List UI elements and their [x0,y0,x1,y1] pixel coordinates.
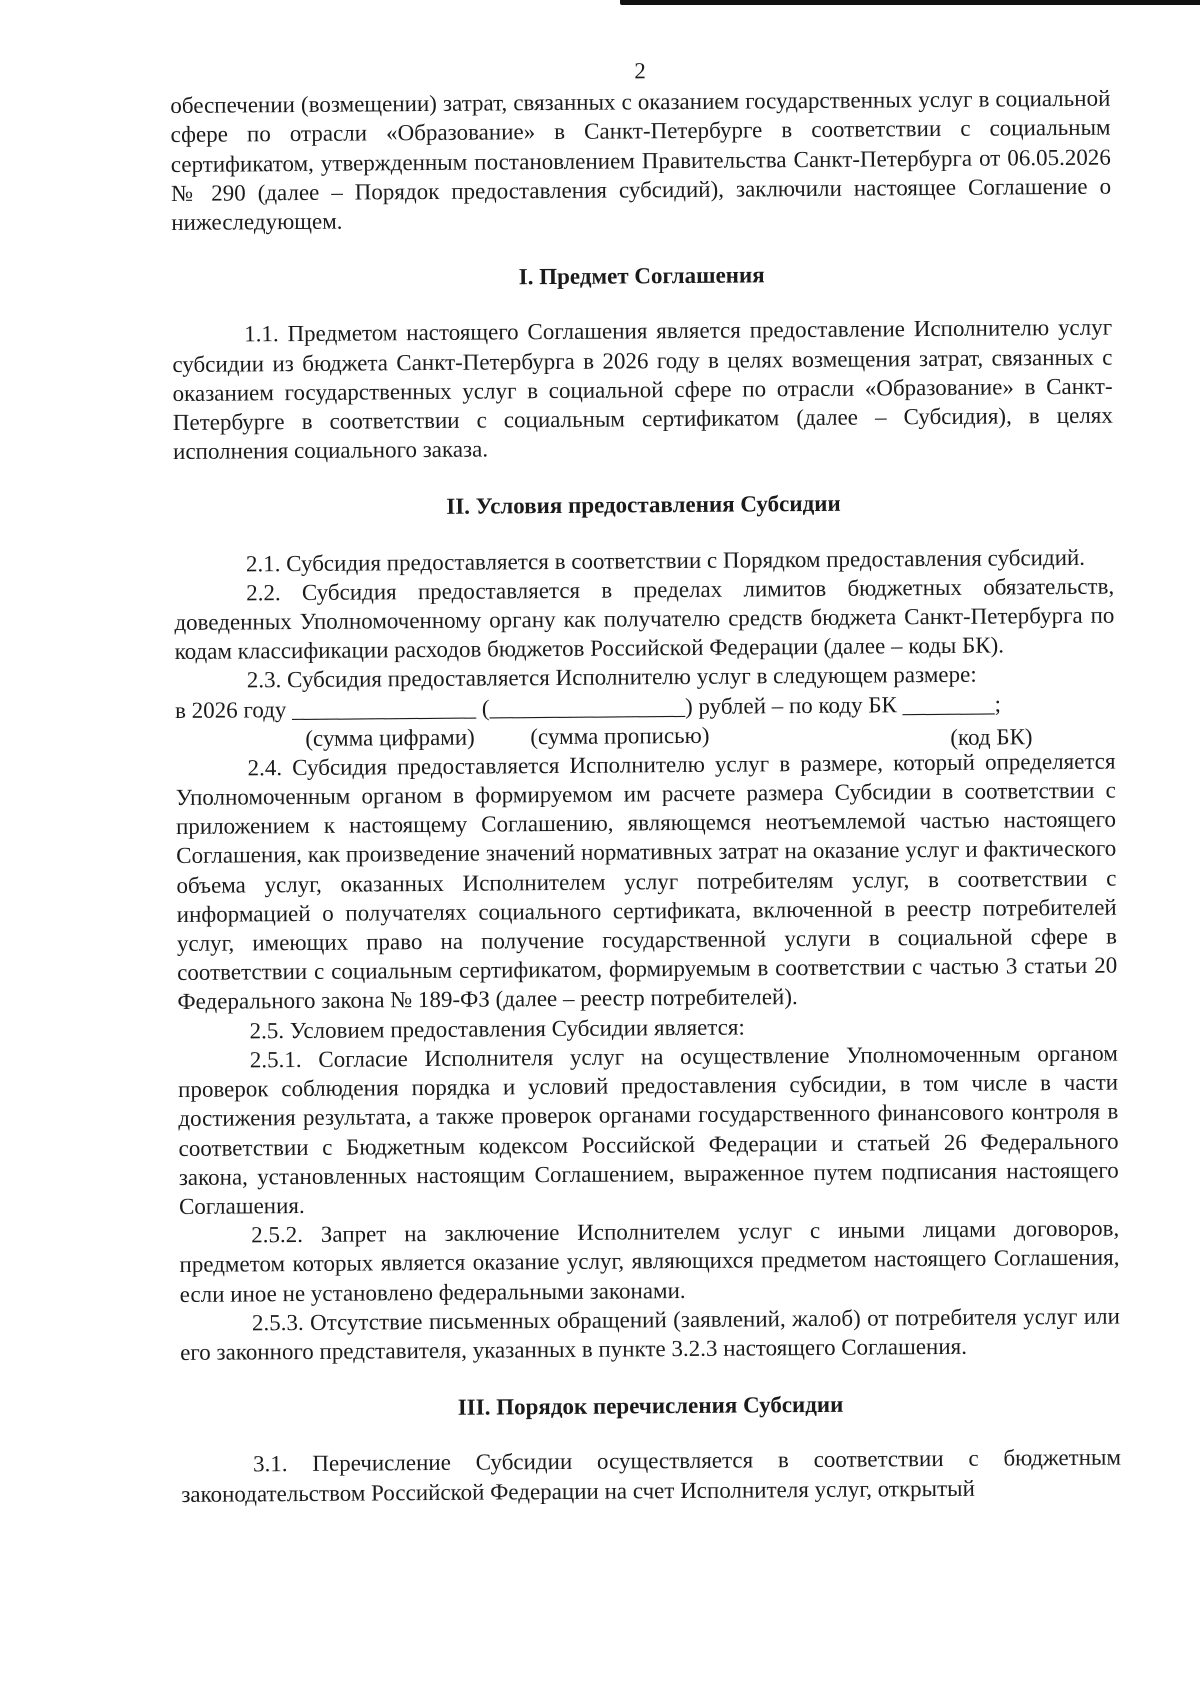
section-3-title: III. Порядок перечисления Субсидии [457,1391,844,1420]
section-1-title: I. Предмет Соглашения [518,262,765,290]
clause-3-1: 3.1. Перечисление Субсидии осуществляется в соответствии с бюджетным законодательством Российской Федерации на счет Исполнителя услуг, открытый [181,1444,1122,1507]
clause-2-1: 2.1. Субсидия предоставляется в соответствии с Порядком предоставления субсидий. [245,544,1086,577]
section-2-title: II. Условия предоставления Субсидии [446,491,841,520]
clause-1-1: 1.1. Предметом настоящего Соглашения является предоставление Исполнителю услуг субсидии из бюджета Санкт-Петербурга в 2026 году в целях возмещения затрат, связанных с оказанием государственных услуг в социальной сфере по отрасли «Образование» в Санкт-Петербурге в соответствии с социальным сертификатом (далее – Субсидия), в целях исполнения социального заказа. [172,315,1113,465]
subsidy-amount-line: в 2026 году ________________ (_________________) рублей – по коду БК ________; [175,691,1002,723]
clause-2-3: 2.3. Субсидия предоставляется Исполнителю услуг в следующем размере: [246,662,977,693]
clause-2-5-2: 2.5.2. Запрет на заключение Исполнителем услуг с иными лицами договоров, предметом которых является оказание услуг, являющихся предметом настоящего Соглашения, если иное не установлено федеральными законами. [179,1215,1120,1307]
caption-sum-words: (сумма прописью) [530,722,710,750]
clause-2-2: 2.2. Субсидия предоставляется в пределах лимитов бюджетных обязательств, доведенных Уполномоченному органу как получателю средств бюджета Санкт-Петербурга по кодам классификации расходов бюджетов Российской Федерации (далее – коды БК). [174,573,1115,665]
scan-top-edge [620,0,1200,5]
caption-bk-code: (код БК) [950,724,1033,750]
caption-sum-digits: (сумма цифрами) [305,724,475,751]
intro-paragraph: обеспечении (возмещении) затрат, связанных с оказанием государственных услуг в социальной сфере по отрасли «Образование» в Санкт-Петербурге в соответствии с социальным сертификатом, утвержденным постановлением Правительства Санкт-Петербурга от 06.05.2026 № 290 (далее – Порядок предоставления субсидий), заключили настоящее Соглашение о нижеследующем. [170,85,1112,236]
clause-2-4: 2.4. Субсидия предоставляется Исполнителю услуг в размере, который определяется Уполномоченным органом в формируемом им расчете размера Субсидии в соответствии с приложением к настоящему Соглашению, являющемся неотъемлемой частью настоящего Соглашения, как произведение значений нормативных затрат на оказание услуг и фактического объема услуг, оказанных Исполнителем услуг потребителям услуг, в соответствии с информацией о получателях социального сертификата, включенной в реестр потребителей услуг, имеющих право на получение государственной услуги в социальной сфере в соответствии с социальным сертификатом, формируемым в соответствии с частью 3 статьи 20 Федерального закона № 189-ФЗ (далее – реестр потребителей). [175,748,1118,1015]
clause-2-5: 2.5. Условием предоставления Субсидии является: [249,1014,745,1044]
page-number: 2 [634,58,646,84]
clause-2-5-1: 2.5.1. Согласие Исполнителя услуг на осуществление Уполномоченным органом проверок соблюдения порядка и условий предоставления субсидии, в том числе в части достижения результата, а также проверок органами государственного финансового контроля в соответствии с Бюджетным кодексом Российской Федерации и статьей 26 Федерального закона, установленных настоящим Соглашением, выраженное путем подписания настоящего Соглашения. [177,1040,1119,1219]
document-page [170,53,1121,1509]
clause-2-5-3: 2.5.3. Отсутствие письменных обращений (заявлений, жалоб) от потребителя услуг или его законного представителя, указанных в пункте 3.2.3 настоящего Соглашения. [180,1303,1120,1365]
subsidy-amount-captions [175,717,1115,753]
